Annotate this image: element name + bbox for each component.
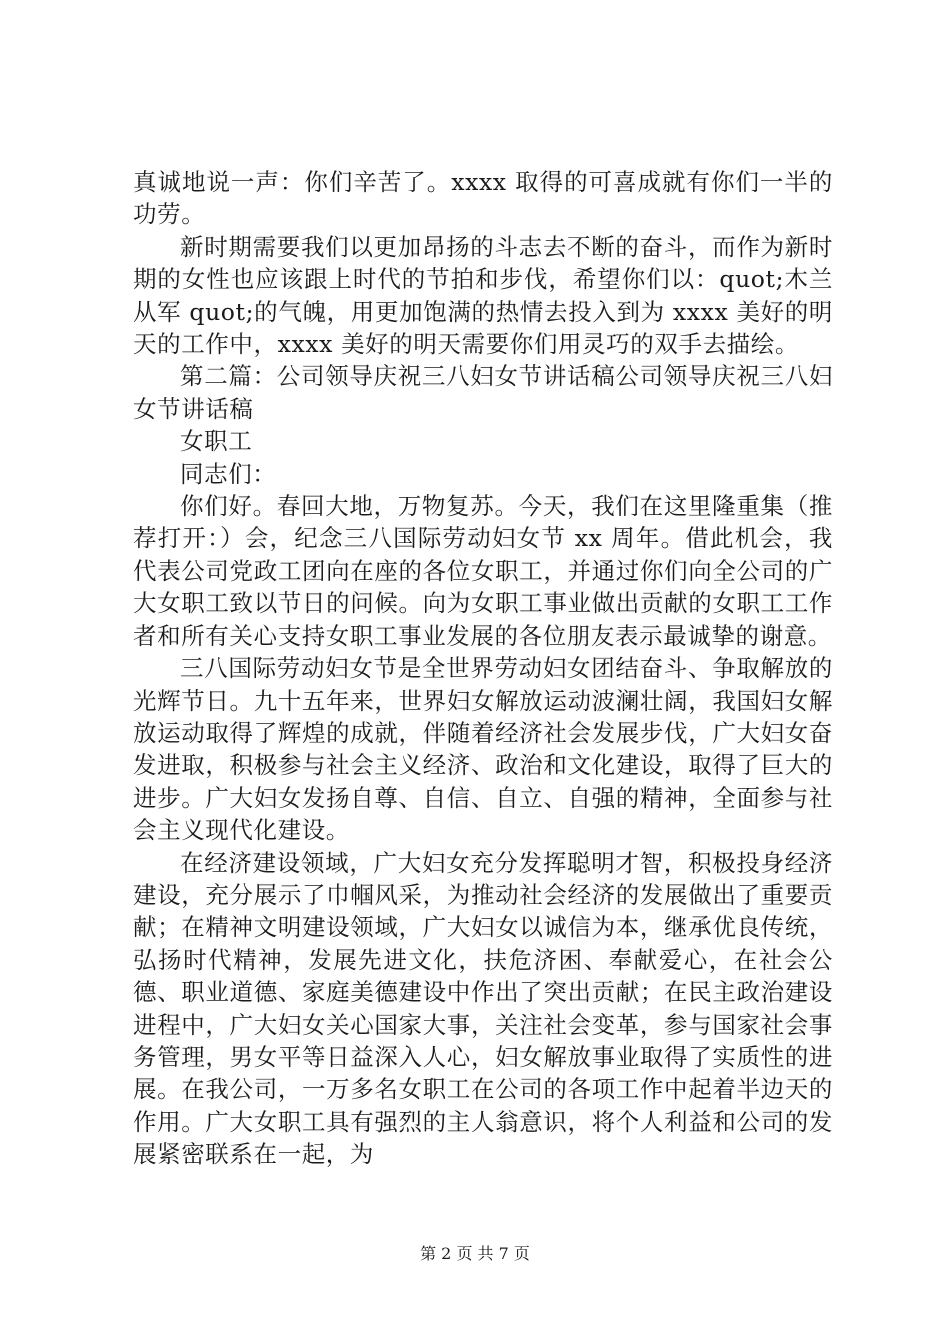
document-body (133, 166, 833, 1171)
paragraph-1: 真诚地说一声：你们辛苦了。xxxx 取得的可喜成就有你们一半的功劳。 (133, 168, 833, 229)
page-footer: 第 2 页 共 7 页 (420, 1244, 530, 1263)
paragraph-greeting: 你们好。春回大地，万物复苏。今天，我们在这里隆重集（推荐打开：）会，纪念三八国际劳动妇女节 xx 周年。借此机会，我代表公司党政工团向在座的各位女职工，并通过你们向全公司的广大女职工致以节日的问候。向为女职工事业做出贡献的女职工工作者和所有关心支持女职工事业发展的各位朋友表示最诚挚的谢意。 (133, 492, 833, 650)
salutation-line: 同志们： (180, 459, 277, 488)
paragraph-2: 新时期需要我们以更加昂扬的斗志去不断的奋斗，而作为新时期的女性也应该跟上时代的节拍和步伐，希望你们以：quot;木兰从军 quot;的气魄，用更加饱满的热情去投入到为 xxxx 美好的明天的工作中，xxxx 美好的明天需要你们用灵巧的双手去描绘。 (133, 232, 833, 359)
addressee-line: 女职工 (180, 427, 253, 456)
paragraph-womens-day: 三八国际劳动妇女节是全世界劳动妇女团结奋斗、争取解放的光辉节日。九十五年来，世界妇女解放运动波澜壮阔，我国妇女解放运动取得了辉煌的成就，伴随着经济社会发展步伐，广大妇女奋发进取，积极参与社会主义经济、政治和文化建设，取得了巨大的进步。广大妇女发扬自尊、自信、自立、自强的精神，全面参与社会主义现代化建设。 (133, 654, 833, 845)
section-heading: 第二篇：公司领导庆祝三八妇女节讲话稿公司领导庆祝三八妇女节讲话稿 (133, 362, 833, 423)
paragraph-contributions: 在经济建设领域，广大妇女充分发挥聪明才智，积极投身经济建设，充分展示了巾帼风采，为推动社会经济的发展做出了重要贡献；在精神文明建设领域，广大妇女以诚信为本，继承优良传统，弘扬时代精神，发展先进文化，扶危济困、奉献爱心，在社会公德、职业道德、家庭美德建设中作出了突出贡献；在民主政治建设进程中，广大妇女关心国家大事，关注社会变革，参与国家社会事务管理，男女平等日益深入人心，妇女解放事业取得了实质性的进展。在我公司，一万多名女职工在公司的各项工作中起着半边天的作用。广大女职工具有强烈的主人翁意识，将个人利益和公司的发展紧密联系在一起，为 (133, 848, 833, 1169)
